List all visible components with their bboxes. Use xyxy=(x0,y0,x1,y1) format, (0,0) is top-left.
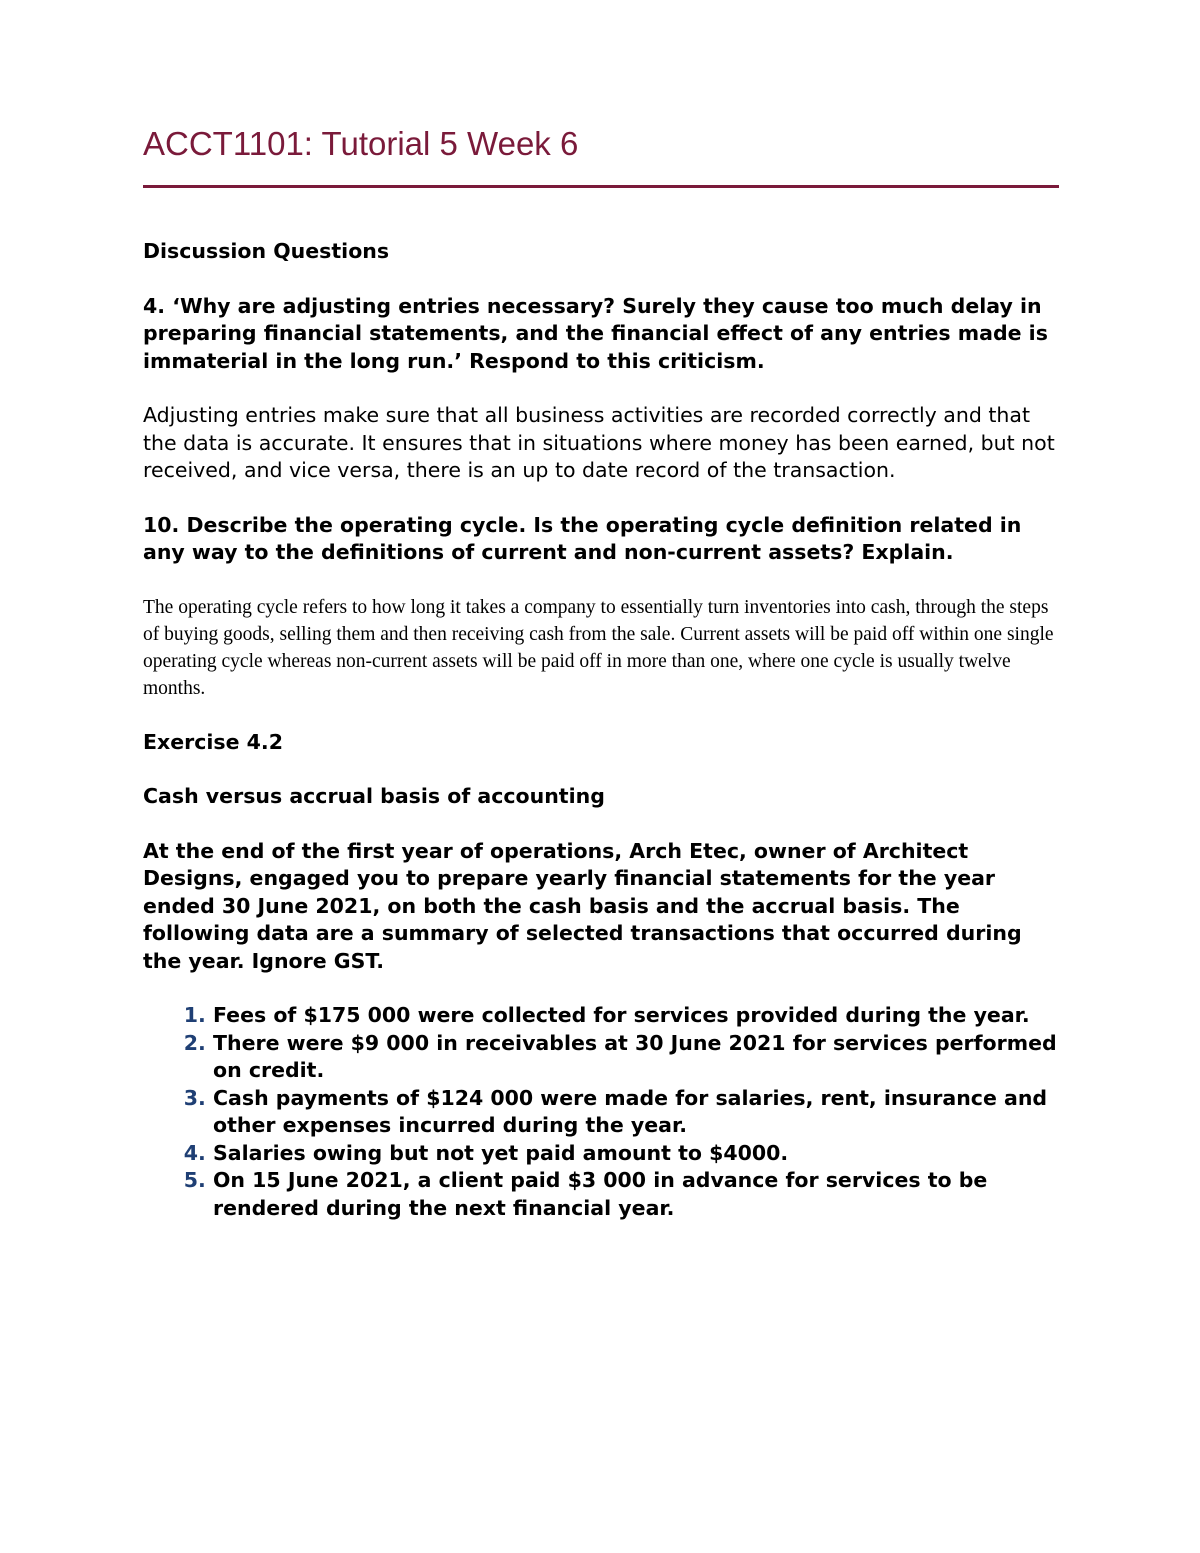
exercise-subheading: Cash versus accrual basis of accounting xyxy=(143,784,605,808)
list-item: 5. On 15 June 2021, a client paid $3 000 in advance for services to be rendered during the next financial year. xyxy=(213,1167,1059,1222)
document-body xyxy=(143,238,1059,1222)
question-4: 4. ‘Why are adjusting entries necessary? Surely they cause too much delay in preparing financial statements, and the financial effect of any entries made is immaterial in the long run.’ Respond to this criticism. xyxy=(143,293,1048,373)
transaction-list xyxy=(143,1002,1059,1222)
list-item: 3. Cash payments of $124 000 were made for salaries, rent, insurance and other expenses incurred during the year. xyxy=(213,1085,1059,1140)
title-divider xyxy=(143,185,1059,188)
list-item: 4. Salaries owing but not yet paid amount to $4000. xyxy=(213,1140,1059,1168)
exercise-intro: At the end of the first year of operations, Arch Etec, owner of Architect Designs, engaged you to prepare yearly financial statements for the year ended 30 June 2021, on both the cash basis and the accrual basis. The following data are a summary of selected transactions that occurred during the year. Ignore GST. xyxy=(143,838,1022,973)
question-10: 10. Describe the operating cycle. Is the operating cycle definition related in any way to the definitions of current and non-current assets? Explain. xyxy=(143,512,1022,564)
exercise-heading: Exercise 4.2 xyxy=(143,729,283,754)
section-heading: Discussion Questions xyxy=(143,239,390,263)
list-item: 2. There were $9 000 in receivables at 30 June 2021 for services performed on credit. xyxy=(213,1030,1059,1085)
answer-10: The operating cycle refers to how long it takes a company to essentially turn inventories into cash, through the steps of buying goods, selling them and then receiving cash from the sale. Current assets will be paid off within one single operating cycle whereas non-current assets will be paid off in more than one, where one cycle is usually twelve months. xyxy=(143,596,1054,699)
answer-4: Adjusting entries make sure that all business activities are recorded correctly and that the data is accurate. It ensures that in situations where money has been earned, but not received, and vice versa, there is an up to date record of the transaction. xyxy=(143,403,1055,482)
page-title: ACCT1101: Tutorial 5 Week 6 xyxy=(143,125,579,162)
list-item: 1. Fees of $175 000 were collected for services provided during the year. xyxy=(213,1002,1059,1030)
